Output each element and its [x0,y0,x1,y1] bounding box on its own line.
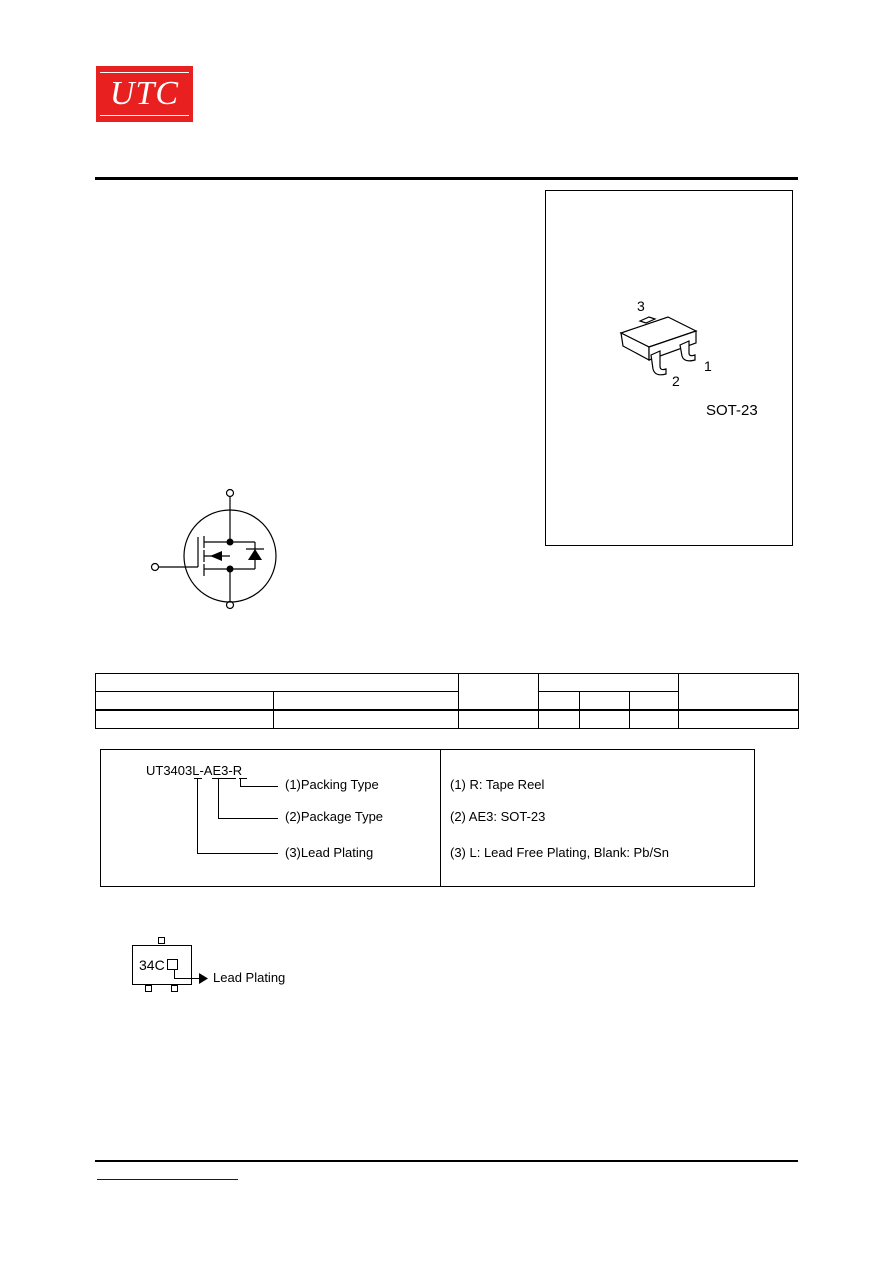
underline-package-type [212,778,236,779]
utc-logo-text: UTC [109,75,180,112]
pin-2-label: 2 [672,373,680,389]
table-cell [274,710,459,729]
leader-line [218,778,219,818]
table-cell [630,710,679,729]
marking-code: 34C [139,957,165,973]
mosfet-symbol [148,486,288,619]
marking-placeholder-box [167,959,178,970]
package-box [545,190,793,546]
leader-line [218,818,278,819]
sot23-package-drawing [546,191,792,545]
marking-leader [174,978,201,979]
pin-1-label: 1 [704,358,712,374]
spec-table [95,673,799,729]
marking-leader [174,970,175,978]
underline-lead-plating [194,778,202,779]
table-cell [459,674,539,711]
arrow-right-icon [199,973,209,984]
table-row [96,710,799,729]
lead-plating-label: (3)Lead Plating [285,845,374,860]
table-cell [580,710,630,729]
table-cell [539,692,580,711]
leader-line [240,778,241,786]
table-cell [539,710,580,729]
utc-logo [96,66,193,122]
package-name: SOT-23 [706,402,758,419]
utc-logo-frame [100,72,189,116]
part-number: UT3403L-AE3-R [146,763,243,778]
leader-line [197,778,198,853]
marking-callout: Lead Plating [213,970,286,985]
leader-line [197,853,278,854]
package-type-label: (2)Package Type [285,809,384,824]
package-type-desc: (2) AE3: SOT-23 [450,809,546,824]
marking-pin-top [158,937,165,944]
leader-line [240,786,278,787]
table-cell [96,674,459,692]
lead-plating-desc: (3) L: Lead Free Plating, Blank: Pb/Sn [450,845,669,860]
table-cell [679,674,799,711]
marking-pin-bottom-right [171,985,178,992]
table-header-row [96,674,799,692]
table-cell [679,710,799,729]
ordering-divider [440,749,441,887]
p-channel-mosfet-diagram [148,486,288,614]
table-cell [630,692,679,711]
table-cell [459,710,539,729]
table-cell [539,674,679,692]
marking-pin-bottom-left [145,985,152,992]
table-cell [274,692,459,711]
table-cell [96,710,274,729]
table-cell [580,692,630,711]
footer-link-underline[interactable] [97,1179,238,1180]
packing-type-desc: (1) R: Tape Reel [450,777,545,792]
footer-rule [95,1160,798,1162]
table-cell [96,692,274,711]
header-rule [95,177,798,180]
packing-type-label: (1)Packing Type [285,777,379,792]
pin-3-label: 3 [637,298,645,314]
